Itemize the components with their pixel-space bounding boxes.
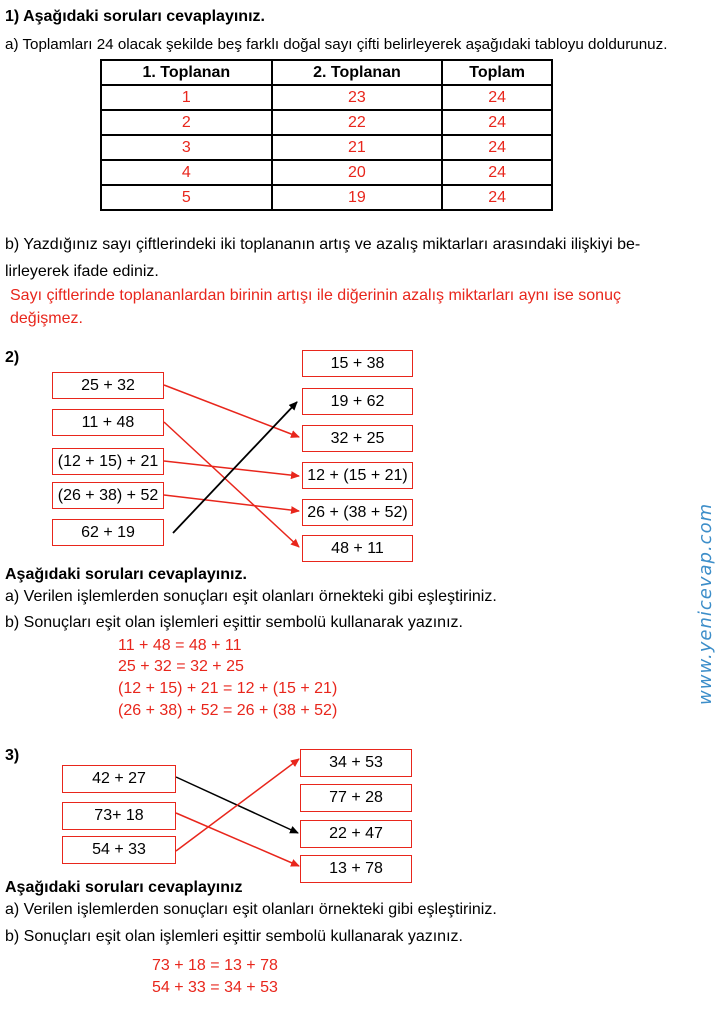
table-cell: 19 [272, 185, 443, 210]
table-cell: 5 [101, 185, 272, 210]
table-cell: 20 [272, 160, 443, 185]
table-cell: 24 [442, 110, 552, 135]
q3-right-box: 34 + 53 [300, 749, 412, 777]
q2-right-box: 32 + 25 [302, 425, 413, 452]
q2-answer: 25 + 32 = 32 + 25 [118, 658, 244, 675]
q3-left-box: 42 + 27 [62, 765, 176, 793]
q3-number: 3) [5, 747, 20, 764]
match-line-26-38-52 [164, 495, 299, 511]
q2-a-text: a) Verilen işlemlerden sonuçları eşit olanları örnekteki gibi eşleştiriniz. [5, 588, 497, 605]
table-header: 1. Toplanan [101, 60, 272, 85]
q2-number: 2) [5, 349, 20, 366]
table-cell: 3 [101, 135, 272, 160]
q1-answer-line1: Sayı çiftlerinde toplananlardan birinin artışı ile diğerinin azalış miktarları aynı ise sonuç [10, 287, 621, 304]
table-cell: 1 [101, 85, 272, 110]
q2-heading: Aşağıdaki soruları cevaplayınız. [5, 566, 247, 583]
q3-right-box: 13 + 78 [300, 855, 412, 883]
q3-heading: Aşağıdaki soruları cevaplayınız [5, 879, 243, 896]
match-line-73-18 [176, 813, 299, 866]
q1-b-text-line1: b) Yazdığınız sayı çiftlerindeki iki toplananın artış ve azalış miktarları arasındaki ilişkiyi be- [5, 236, 641, 253]
match-line-12-15-21 [164, 461, 299, 476]
q3-left-box: 54 + 33 [62, 836, 176, 864]
q3-left-box: 73+ 18 [62, 802, 176, 830]
q2-left-box: (26 + 38) + 52 [52, 482, 164, 509]
q3-right-box: 77 + 28 [300, 784, 412, 812]
table-cell: 24 [442, 160, 552, 185]
q1-a-text: a) Toplamları 24 olacak şekilde beş farklı doğal sayı çifti belirleyerek aşağıdaki tabloyu doldurunuz. [5, 36, 668, 53]
table-header: 2. Toplanan [272, 60, 443, 85]
q2-left-box: 25 + 32 [52, 372, 164, 399]
q1-b-text-line2: lirleyerek ifade ediniz. [5, 263, 159, 280]
q1-title: 1) Aşağıdaki soruları cevaplayınız. [5, 8, 265, 25]
q2-answer: (26 + 38) + 52 = 26 + (38 + 52) [118, 702, 338, 719]
match-line-54-33 [176, 759, 299, 851]
table-cell: 24 [442, 185, 552, 210]
table-header: Toplam [442, 60, 552, 85]
q2-left-box: 62 + 19 [52, 519, 164, 546]
q2-right-box: 15 + 38 [302, 350, 413, 377]
match-line-25-32 [164, 385, 299, 437]
q2-b-text: b) Sonuçları eşit olan işlemleri eşittir sembolü kullanarak yazınız. [5, 614, 463, 631]
q1-answer-line2: değişmez. [10, 310, 83, 327]
example-line-62-19 [173, 402, 297, 533]
q2-right-box: 19 + 62 [302, 388, 413, 415]
q2-right-box: 48 + 11 [302, 535, 413, 562]
q3-right-box: 22 + 47 [300, 820, 412, 848]
table-cell: 22 [272, 110, 443, 135]
q3-answer: 54 + 33 = 34 + 53 [152, 979, 278, 996]
q3-a-text: a) Verilen işlemlerden sonuçları eşit olanları örnekteki gibi eşleştiriniz. [5, 901, 497, 918]
match-line-11-48 [164, 422, 299, 547]
table-cell: 2 [101, 110, 272, 135]
q2-left-box: (12 + 15) + 21 [52, 448, 164, 475]
table-cell: 23 [272, 85, 443, 110]
q2-left-box: 11 + 48 [52, 409, 164, 436]
table-cell: 4 [101, 160, 272, 185]
q3-answer: 73 + 18 = 13 + 78 [152, 957, 278, 974]
q2-right-box: 12 + (15 + 21) [302, 462, 413, 489]
q2-right-box: 26 + (38 + 52) [302, 499, 413, 526]
table-cell: 24 [442, 135, 552, 160]
table-cell: 24 [442, 85, 552, 110]
q2-answer: 11 + 48 = 48 + 11 [118, 637, 242, 654]
watermark-text: www.yenicevap.com [695, 502, 716, 705]
q3-b-text: b) Sonuçları eşit olan işlemleri eşittir sembolü kullanarak yazınız. [5, 928, 463, 945]
table-cell: 21 [272, 135, 443, 160]
q2-answer: (12 + 15) + 21 = 12 + (15 + 21) [118, 680, 338, 697]
